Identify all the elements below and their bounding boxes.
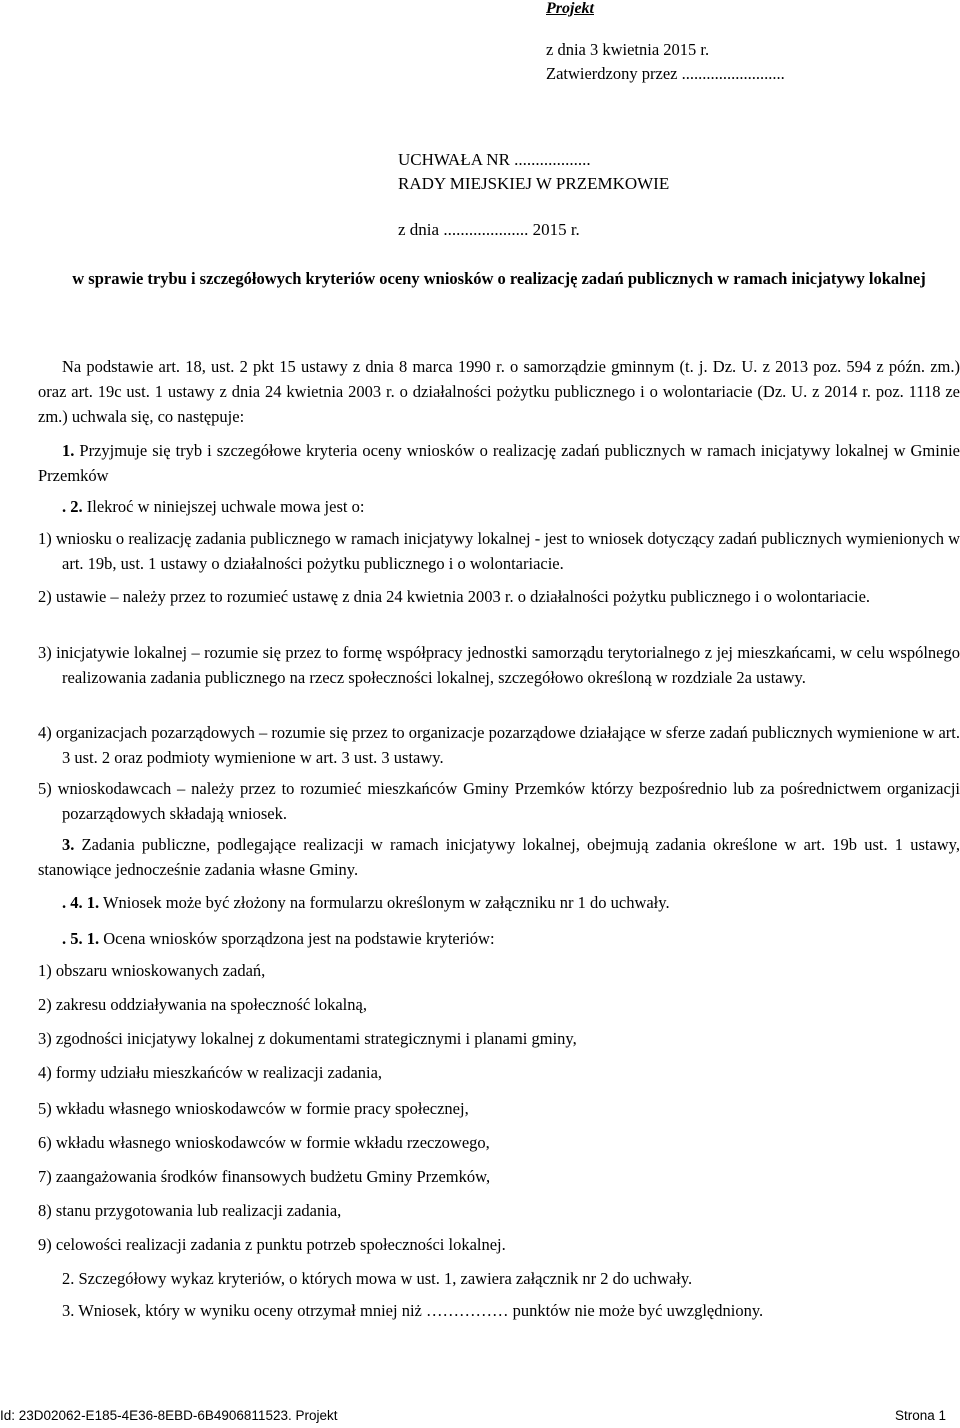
section-2-text: Ilekroć w niniejszej uchwale mowa jest o: [82, 497, 365, 516]
section-5 [38, 926, 960, 951]
resolution-date: z dnia .................... 2015 r. [398, 220, 580, 239]
resolution-number: UCHWAŁA NR .................. [398, 150, 591, 169]
section-4-text: Wniosek może być złożony na formularzu określonym w załączniku nr 1 do uchwały. [99, 893, 670, 912]
criterion-item: 6) wkładu własnego wnioskodawców w formie wkładu rzeczowego, [38, 1133, 490, 1152]
section-4 [38, 890, 960, 915]
section-1 [38, 438, 960, 488]
section-3 [38, 832, 960, 882]
criterion-item: 7) zaangażowania środków finansowych budżetu Gminy Przemków, [38, 1167, 491, 1186]
criterion-item: 8) stanu przygotowania lub realizacji zadania, [38, 1201, 342, 1220]
section-5-text: Ocena wniosków sporządzona jest na podstawie kryteriów: [99, 929, 495, 948]
definition-item: 3) inicjatywie lokalnej – rozumie się przez to formę współpracy jednostki samorządu terytorialnego z jej mieszkańcami, w celu wspólnego realizowania zadania publicznego na rzecz społeczności lokalnej, szczegółowo określoną w rozdziale 2a ustawy. [38, 643, 960, 687]
definition-item: 5) wnioskodawcach – należy przez to rozumieć mieszkańców Gminy Przemków którzy bezpośrednio lub za pośrednictwem organizacji pozarządowych składają wniosek. [38, 779, 960, 823]
section-4-number: . 4. 1. [62, 893, 100, 912]
document-id: Id: 23D02062-E185-4E36-8EBD-6B4906811523. Projekt [0, 1408, 338, 1423]
criterion-item: 1) obszaru wnioskowanych zadań, [38, 961, 266, 980]
section-3-number: 3. [62, 835, 75, 854]
section-1-number: 1. [62, 441, 75, 460]
header-date: z dnia 3 kwietnia 2015 r. [546, 40, 710, 59]
section-5-number: . 5. 1. [62, 929, 100, 948]
definition-item: 2) ustawie – należy przez to rozumieć ustawę z dnia 24 kwietnia 2003 r. o działalności pożytku publicznego i o wolontariacie. [38, 587, 871, 606]
definition-item: 1) wniosku o realizację zadania publicznego w ramach inicjatywy lokalnej - jest to wniosek dotyczący zadań publicznych wymienionych w art. 19b, ust. 1 ustawy o działalności pożytku publicznego i o wolontariacie. [38, 529, 960, 573]
criterion-item: 4) formy udziału mieszkańców w realizacji zadania, [38, 1063, 383, 1082]
page-number: Strona 1 [894, 1408, 946, 1423]
section-1-text: Przyjmuje się tryb i szczegółowe kryteria oceny wniosków o realizację zadań publicznych w ramach inicjatywy lokalnej w Gminie Przemków [38, 441, 960, 485]
council-name: RADY MIEJSKIEJ W PRZEMKOWIE [398, 174, 670, 193]
section-2-number: . 2. [62, 497, 83, 516]
header-approved: Zatwierdzony przez ......................... [546, 64, 785, 83]
criterion-item: 9) celowości realizacji zadania z punktu potrzeb społeczności lokalnej. [38, 1235, 506, 1254]
definition-item: 4) organizacjach pozarządowych – rozumie się przez to organizacje pozarządowe działające w sferze zadań publicznych wymienione w art. 3 ust. 2 oraz podmioty wymienione w art. 3 ust. 3 ustawy. [38, 723, 960, 767]
criterion-item: 2) zakresu oddziaływania na społeczność lokalną, [38, 995, 367, 1014]
criterion-item: 5) wkładu własnego wnioskodawców w formie pracy społecznej, [38, 1099, 469, 1118]
section-5-paragraph-2: 2. Szczegółowy wykaz kryteriów, o których mowa w ust. 1, zawiera załącznik nr 2 do uchwały. [62, 1269, 693, 1288]
project-tag: Projekt [546, 0, 594, 17]
preamble: Na podstawie art. 18, ust. 2 pkt 15 ustawy z dnia 8 marca 1990 r. o samorządzie gminnym (t. j. Dz. U. z 2013 poz. 594 z późn. zm.) oraz art. 19c ust. 1 ustawy z dnia 24 kwietnia 2003 r. o działalności pożytku publicznego i o wolontariacie (Dz. U. z 2014 r. poz. 1118 ze zm.) uchwala się, co następuje: [38, 357, 960, 426]
resolution-subject: w sprawie trybu i szczegółowych kryteriów oceny wniosków o realizację zadań publicznych w ramach inicjatywy lokalnej [72, 269, 926, 288]
section-2 [38, 494, 960, 519]
criterion-item: 3) zgodności inicjatywy lokalnej z dokumentami strategicznymi i planami gminy, [38, 1029, 577, 1048]
section-5-paragraph-3: 3. Wniosek, który w wyniku oceny otrzymał mniej niż …………… punktów nie może być uwzględniony. [62, 1301, 764, 1320]
section-3-text: Zadania publiczne, podlegające realizacji w ramach inicjatywy lokalnej, obejmują zadania określone w art. 19b ust. 1 ustawy, stanowiące jednocześnie zadania własne Gminy. [38, 835, 960, 879]
